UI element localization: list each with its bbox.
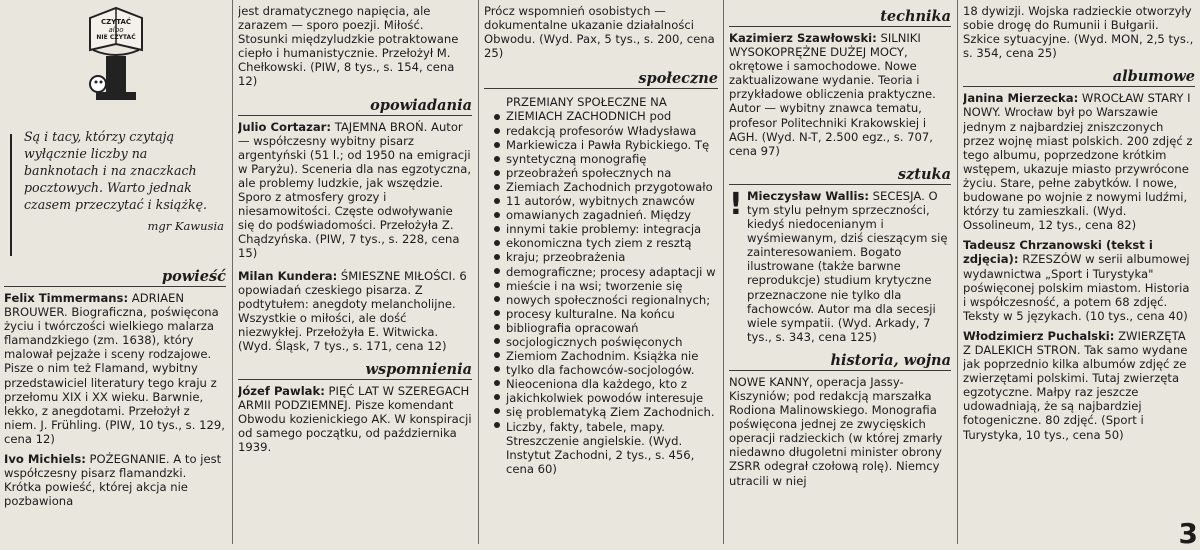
column-4 xyxy=(729,0,951,544)
section-heading-opowiadania: opowiadania xyxy=(370,96,472,114)
page-number: 3 xyxy=(1178,517,1198,550)
section-heading-spoleczne: społeczne xyxy=(638,70,718,88)
section-heading-albumowe: albumowe xyxy=(1112,68,1195,86)
bullet-dot xyxy=(494,310,500,316)
bullet-dot xyxy=(494,212,500,218)
bullet-dot xyxy=(494,324,500,330)
section-heading-technika: technika xyxy=(880,8,951,25)
review-text: ADRIAEN BROUWER. Biograficzna, poświęcona życiu i twórczości wielkiego malarza flamandzkiego (zm. 1638), który malował pejzaże i sceny rodzajowe. Pisze o nim też Flamand, wybitny przedstawiciel literatury tego kraju z przełomu XIX i XX wieku. Barwnie, lekko, z anegdotami. Przełożył z niem. J. Frühling. (PIW, 10 tys., s. 129, cena 12) xyxy=(4,291,225,446)
column-1 xyxy=(4,0,226,544)
review-continuation: 18 dywizji. Wojska radzieckie otworzyły sobie drogę do Rumunii i Bułgarii. Szkice sytuacyjne. (Wyd. MON, 2,5 tys., s. 354, cena 25) xyxy=(963,4,1194,61)
bullet-dot xyxy=(494,422,500,428)
review-author: Janina Mierzecka: xyxy=(963,91,1079,106)
section-heading-wspomnienia: wspomnienia xyxy=(365,361,472,379)
review-text: TAJEMNA BROŃ. Autor — współczesny wybitny pisarz argentyński (51 l.; od 1950 na emigracji w Paryżu). Sceneria dla nas egzotyczna, ale problemy ludzkie, jak wszędzie. Sporo z atmosfery grozy i niesamowitości. Częste odwoływanie się do podświadomości. Przełożyła Z. Chądzyńska. (PIW, 7 tys., s. 228, cena 15) xyxy=(238,119,472,261)
logo-line-3: NIE CZYTAĆ xyxy=(96,34,136,41)
quote-bracket xyxy=(10,134,20,256)
review-author: Tadeusz Chrzanowski (tekst i zdjęcia): xyxy=(963,238,1153,267)
section-divider xyxy=(729,26,951,27)
intro-quote: Są i tacy, którzy czytają wyłącznie liczby na banknotach i na znaczkach pocztowych. Warto jednak czasem przeczytać i książkę. xyxy=(24,129,208,212)
column-rule xyxy=(723,0,724,544)
exclamation-mark: ! xyxy=(729,186,743,222)
bullet-dot xyxy=(494,142,500,148)
section-divider xyxy=(484,88,718,89)
review-continuation: jest dramatycznego napięcia, ale zarazem — sporo poezji. Miłość. Stosunki międzyludzkie potraktowane ciepło i humanistycznie. Przełożył M. Chełkowski. (PIW, 8 tys., s. 154, cena 12) xyxy=(238,4,459,89)
review-text: ZWIERZĘTA Z DALEKICH STRON. Tak samo wydane jak poprzednio kilka albumów zdjęć ze zwierzętami polskimi. Tutaj zwierzęta egzotyczne. Małpy raz jeszcze udowadniają, że są najbardziej fotogeniczne. 80 zdjęć. (Sport i Turystyka, 10 tys., cena 50) xyxy=(963,328,1188,442)
section-divider xyxy=(963,86,1195,87)
section-heading-sztuka: sztuka xyxy=(897,165,951,183)
review-author: Julio Cortazar: xyxy=(238,119,331,134)
bullet-dot xyxy=(494,156,500,162)
review-text: POŻEGNANIE. A to jest współczesny pisarz flamandzki. Krótka powieść, której akcja nie pozbawiona xyxy=(4,452,222,509)
column-5 xyxy=(963,0,1195,544)
review-przemiany: PRZEMIANY SPOŁECZNE NA ZIEMIACH ZACHODNICH pod redakcją profesorów Władysława Markiewicza i Pawła Rybickiego. Tę syntetyczną monografię przeobrażeń społecznych na Ziemiach Zachodnich przygotowało 11 autorów, wybitnych znawców omawianych zagadnień. Między innymi takie problemy: integracja ekonomiczna tych ziem z resztą kraju; przeobrażenia demograficzne; procesy adaptacji w mieście i na wsi; tworzenie się nowych społeczności regionalnych; procesy kulturalne. Na końcu bibliografia opracowań socjologicznych poświęconych Ziemiom Zachodnim. Książka nie tylko dla fachowców-socjologów. Nieoceniona dla każdego, kto z jakichkolwiek powodów interesuje się problematyką Ziem Zachodnich. Liczby, fakty, tabele, mapy. Streszczenie angielskie. (Wyd. Instytut Zachodni, 2 tys., s. 456, cena 60) xyxy=(506,95,716,476)
bullet-dot xyxy=(494,184,500,190)
bullet-dot xyxy=(494,268,500,274)
review-cortazar xyxy=(238,120,472,261)
review-text: PIĘĆ LAT W SZEREGACH ARMII PODZIEMNEJ. Pisze komendant Obwodu kozienickiego AK. W konspiracji od samego początku, od października 1939. xyxy=(238,384,472,455)
bullet-dot xyxy=(494,282,500,288)
review-author: Mieczysław Wallis: xyxy=(747,188,869,203)
section-divider xyxy=(729,184,951,185)
bullet-dot xyxy=(494,352,500,358)
review-author: Ivo Michiels: xyxy=(4,452,86,467)
review-mierzecka xyxy=(963,91,1195,232)
section-divider xyxy=(4,286,226,287)
logo-line-2: albo xyxy=(108,26,124,34)
column-rule xyxy=(478,0,479,544)
bullet-dot xyxy=(494,380,500,386)
intro-signature: mgr Kawusia xyxy=(147,219,224,233)
review-author: Włodzimierz Puchalski: xyxy=(963,328,1115,343)
column-rule xyxy=(957,0,958,544)
section-heading-powiesc: powieść xyxy=(161,268,226,285)
bullet-dot xyxy=(494,170,500,176)
review-author: Milan Kundera: xyxy=(238,268,338,283)
bullet-dot xyxy=(494,198,500,204)
review-text: SILNIKI WYSOKOPRĘŻNE DUŻEJ MOCY, okrętowe i samochodowe. Nowe zaktualizowane wydanie. Teoria i przykładowe obliczenia praktyczne. Autor — wybitny znawca tematu, profesor Politechniki Krakowskiej i AGH. (Wyd. N-T, 2.500 egz., s. 707, cena 97) xyxy=(729,31,936,158)
review-text: WROCŁAW STARY I NOWY. Wrocław był po Warszawie jednym z najbardziej zniszczonych przez wojnę miast polskich. 200 zdjęć z tego albumu, poprzedzone krótkim wstępem, ukazuje miasto przywrócone życiu. Stare, pełne zabytków. I nowe, budowane po wojnie z nowymi ludźmi, którzy tu zamieszkali. (Wyd. Ossolineum, 12 tys., cena 82) xyxy=(963,91,1193,233)
bullet-dot xyxy=(494,226,500,232)
review-author: Felix Timmermans: xyxy=(4,291,129,305)
review-timmermans xyxy=(4,291,226,446)
bullet-dot xyxy=(494,114,500,120)
review-kundera xyxy=(238,269,472,354)
bullet-dot xyxy=(494,254,500,260)
review-pawlak xyxy=(238,384,472,454)
bullet-dot xyxy=(494,366,500,372)
logo-line-1: CZYTAĆ xyxy=(100,18,132,26)
review-wallis xyxy=(729,186,951,344)
review-author: Kazimierz Szawłowski: xyxy=(729,31,877,45)
bullet-dot xyxy=(494,338,500,344)
section-divider xyxy=(729,370,951,371)
bullet-dot xyxy=(494,128,500,134)
review-text: ŚMIESZNE MIŁOŚCI. 6 opowiadań czeskiego pisarza. Z podtytułem: anegdoty melancholijne. Wszystkie o miłości, ale dość niezwykłej. Przełożyła E. Witwicka. (Wyd. Śląsk, 7 tys., s. 171, cena 12) xyxy=(238,268,467,353)
section-divider xyxy=(238,379,472,380)
column-3 xyxy=(484,0,718,544)
column-2 xyxy=(238,0,472,544)
bullet-dot xyxy=(494,408,500,414)
review-text: RZESZÓW w serii albumowej wydawnictwa „Sport i Turystyka" poświęconej polskim miastom. Historia i współczesność, a potem 68 zdjęć. Teksty w 5 językach. (10 tys., cena 40) xyxy=(963,252,1190,323)
review-nowe-kanny: NOWE KANNY, operacja Jassy-Kiszyniów; pod redakcją marszałka Rodiona Malinowskiego. Monografia poświęcona jednej ze zwycięskich operacji radzieckich (w której zmarły niedawno długoletni minister obrony ZSRR odegrał czołową rolę). Niemcy utracili w niej xyxy=(729,374,943,488)
review-puchalski xyxy=(963,329,1195,442)
logo xyxy=(84,4,148,116)
review-author: Józef Pawlak: xyxy=(238,384,325,399)
review-chrzanowski xyxy=(963,238,1195,323)
section-divider xyxy=(238,115,472,116)
review-text: SECESJA. O tym stylu pełnym sprzeczności, kiedyś niedocenianym i wyśmiewanym, dziś cieszącym się zainteresowaniem. Bogato ilustrowane (także barwne reprodukcje) studium krytyczne przeznaczone nie tylko dla fachowców. Autor ma dla secesji wiele sympatii. (Wyd. Arkady, 7 tys., s. 343, cena 125) xyxy=(747,188,948,344)
bullet-dot xyxy=(494,394,500,400)
review-michiels xyxy=(4,452,226,508)
review-continuation: Prócz wspomnień osobistych — dokumentalne ukazanie działalności Obwodu. (Wyd. Pax, 5 tys., s. 200, cena 25) xyxy=(484,4,715,61)
section-heading-historia: historia, wojna xyxy=(830,351,951,369)
bullet-dot xyxy=(494,240,500,246)
column-rule xyxy=(232,0,233,544)
bullet-dot xyxy=(494,296,500,302)
bullet-column xyxy=(494,114,502,436)
review-szawlowski xyxy=(729,31,951,158)
